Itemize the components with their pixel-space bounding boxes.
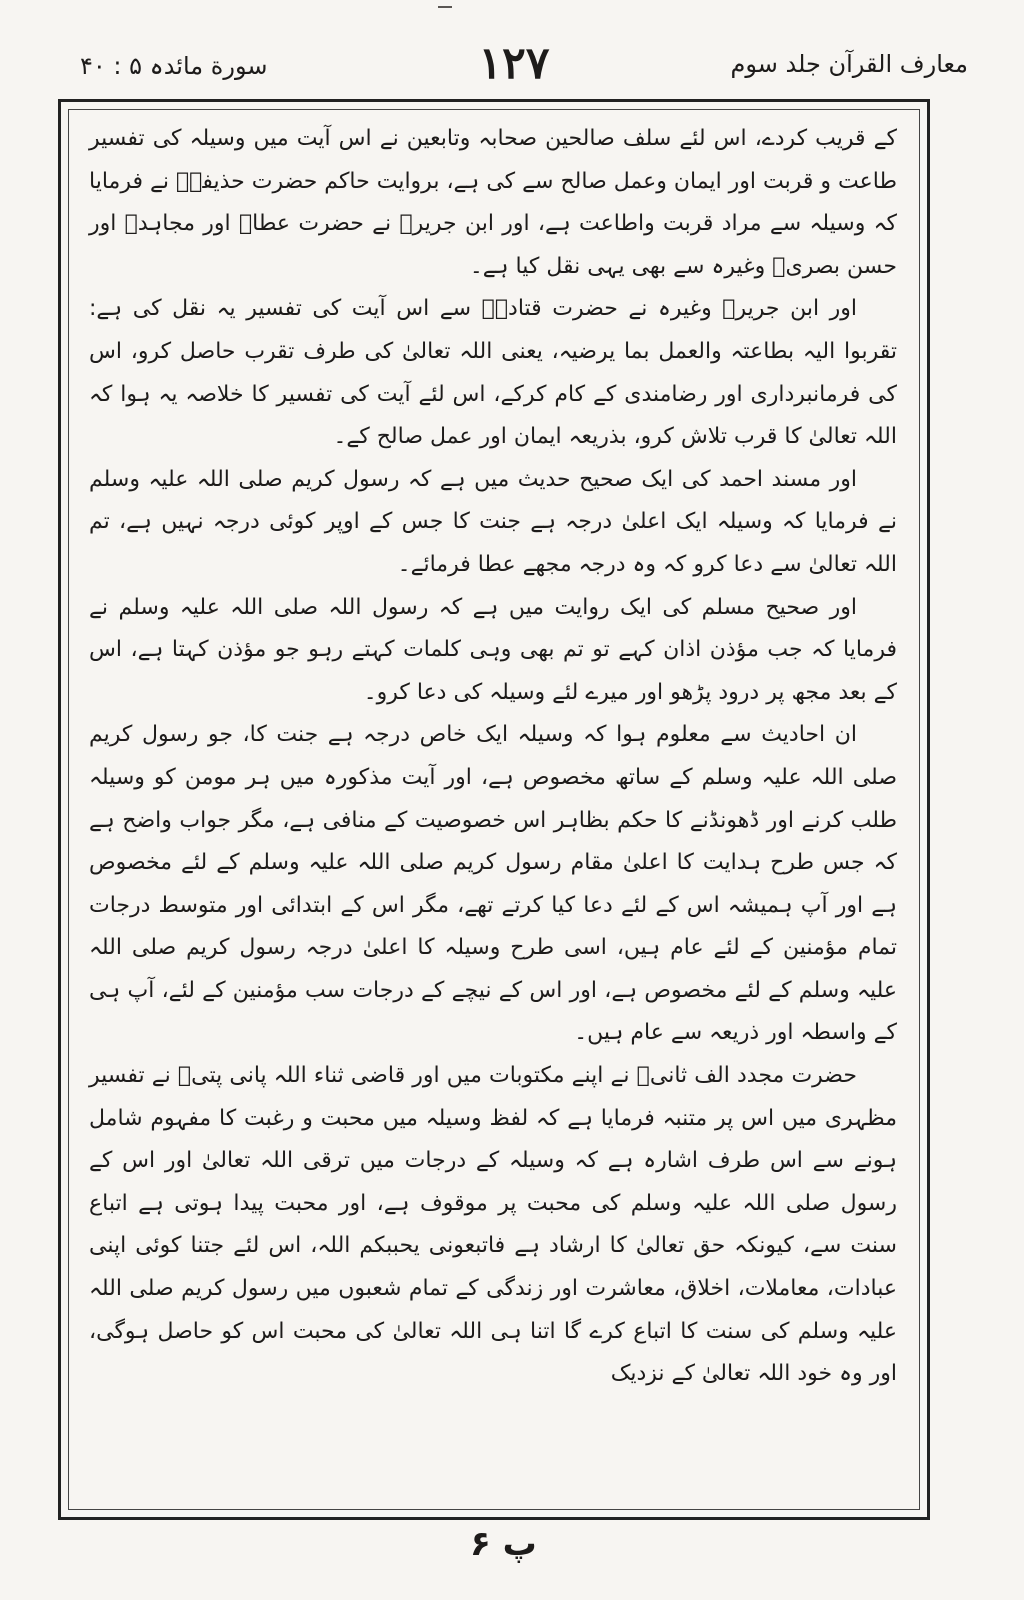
paragraph: اور صحیح مسلم کی ایک روایت میں ہے کہ رسول اللہ صلی اللہ علیہ وسلم نے فرمایا کہ جب مؤذن اذان کہے تو تم بھی وہی کلمات کہتے رہو جو مؤذن کہتا ہے، اس کے بعد مجھ پر درود پڑھو اور میرے لئے وسیلہ کی دعا کرو۔: [89, 594, 897, 705]
paragraph: اور مسند احمد کی ایک صحیح حدیث میں ہے کہ رسول کریم صلی اللہ علیہ وسلم نے فرمایا کہ وسیلہ ایک اعلیٰ درجہ ہے جنت کا جس کے اوپر کوئی درجہ نہیں ہے، تم اللہ تعالیٰ سے دعا کرو کہ وہ درجہ مجھے عطا فرمائے۔: [89, 466, 897, 577]
paragraph: اور ابن جریرؒ وغیرہ نے حضرت قتادہؒ سے اس آیت کی تفسیر یہ نقل کی ہے: تقربوا الیہ بطاعتہ والعمل بما یرضیہ، یعنی اللہ تعالیٰ کی طرف تقرب حاصل کرو، اس کی فرمانبرداری اور رضامندی کے کام کرکے، اس لئے آیت کی تفسیر کا خلاصہ یہ ہوا کہ اللہ تعالیٰ کا قرب تلاش کرو، بذریعہ ایمان اور عمل صالح کے۔: [89, 296, 897, 450]
page-number: ۱۲۷: [478, 38, 550, 89]
text-frame: [58, 99, 930, 1520]
body-text: [89, 118, 897, 1396]
surah-reference: سورة مائدہ ۵ : ۴۰: [80, 52, 268, 80]
book-title: معارف القرآن جلد سوم: [730, 50, 968, 78]
paragraph: کے قریب کردے، اس لئے سلف صالحین صحابہ وتابعین نے اس آیت میں وسیلہ کی تفسیر طاعت و قربت اور ایمان وعمل صالح سے کی ہے، بروایت حاکم حضرت حذیفہؓ نے فرمایا کہ وسیلہ سے مراد قربت واطاعت ہے، اور ابن جریرؒ نے حضرت عطاؒ اور مجاہدؒ اور حسن بصریؒ وغیرہ سے بھی یہی نقل کیا ہے۔: [89, 126, 897, 279]
top-mark: [438, 6, 452, 8]
paragraph: حضرت مجدد الف ثانیؒ نے اپنے مکتوبات میں اور قاضی ثناء اللہ پانی پتیؒ نے تفسیر مظہری میں اس پر متنبہ فرمایا ہے کہ لفظ وسیلہ میں محبت و رغبت کا مفہوم شامل ہونے سے اس طرف اشارہ ہے کہ وسیلہ کے درجات میں ترقی اللہ تعالیٰ اور اس کے رسول صلی اللہ علیہ وسلم کی محبت پر موقوف ہے، اور محبت پیدا ہوتی ہے اتباع سنت سے، کیونکہ حق تعالیٰ کا ارشاد ہے فاتبعونی یحببکم اللہ، اس لئے جتنا کوئی اپنی عبادات، معاملات، اخلاق، معاشرت اور زندگی کے تمام شعبوں میں رسول کریم صلی اللہ علیہ وسلم کی سنت کا اتباع کرے گا اتنا ہی اللہ تعالیٰ کی محبت اس کو حاصل ہوگی، اور وہ خود اللہ تعالیٰ کے نزدیک: [89, 1063, 897, 1387]
page-header: [60, 38, 968, 98]
paragraph: ان احادیث سے معلوم ہوا کہ وسیلہ ایک خاص درجہ ہے جنت کا، جو رسول کریم صلی اللہ علیہ وسلم کے ساتھ مخصوص ہے، اور آیت مذکورہ میں ہر مومن کو وسیلہ طلب کرنے اور ڈھونڈنے کا حکم بظاہر اس خصوصیت کے منافی ہے، مگر جواب واضح ہے کہ جس طرح ہدایت کا اعلیٰ مقام رسول کریم صلی اللہ علیہ وسلم کے لئے مخصوص ہے اور آپ ہمیشہ اس کے لئے دعا کیا کرتے تھے، مگر اس کے ابتدائی اور متوسط درجات تمام مؤمنین کے لئے عام ہیں، اسی طرح وسیلہ کا اعلیٰ درجہ رسول کریم صلی اللہ علیہ وسلم کے لئے مخصوص ہے، اور اس کے نیچے کے درجات سب مؤمنین کے لئے، آپ ہی کے واسطہ اور ذریعہ سے عام ہیں۔: [89, 722, 897, 1046]
para-marker: پ ۶: [470, 1524, 537, 1564]
